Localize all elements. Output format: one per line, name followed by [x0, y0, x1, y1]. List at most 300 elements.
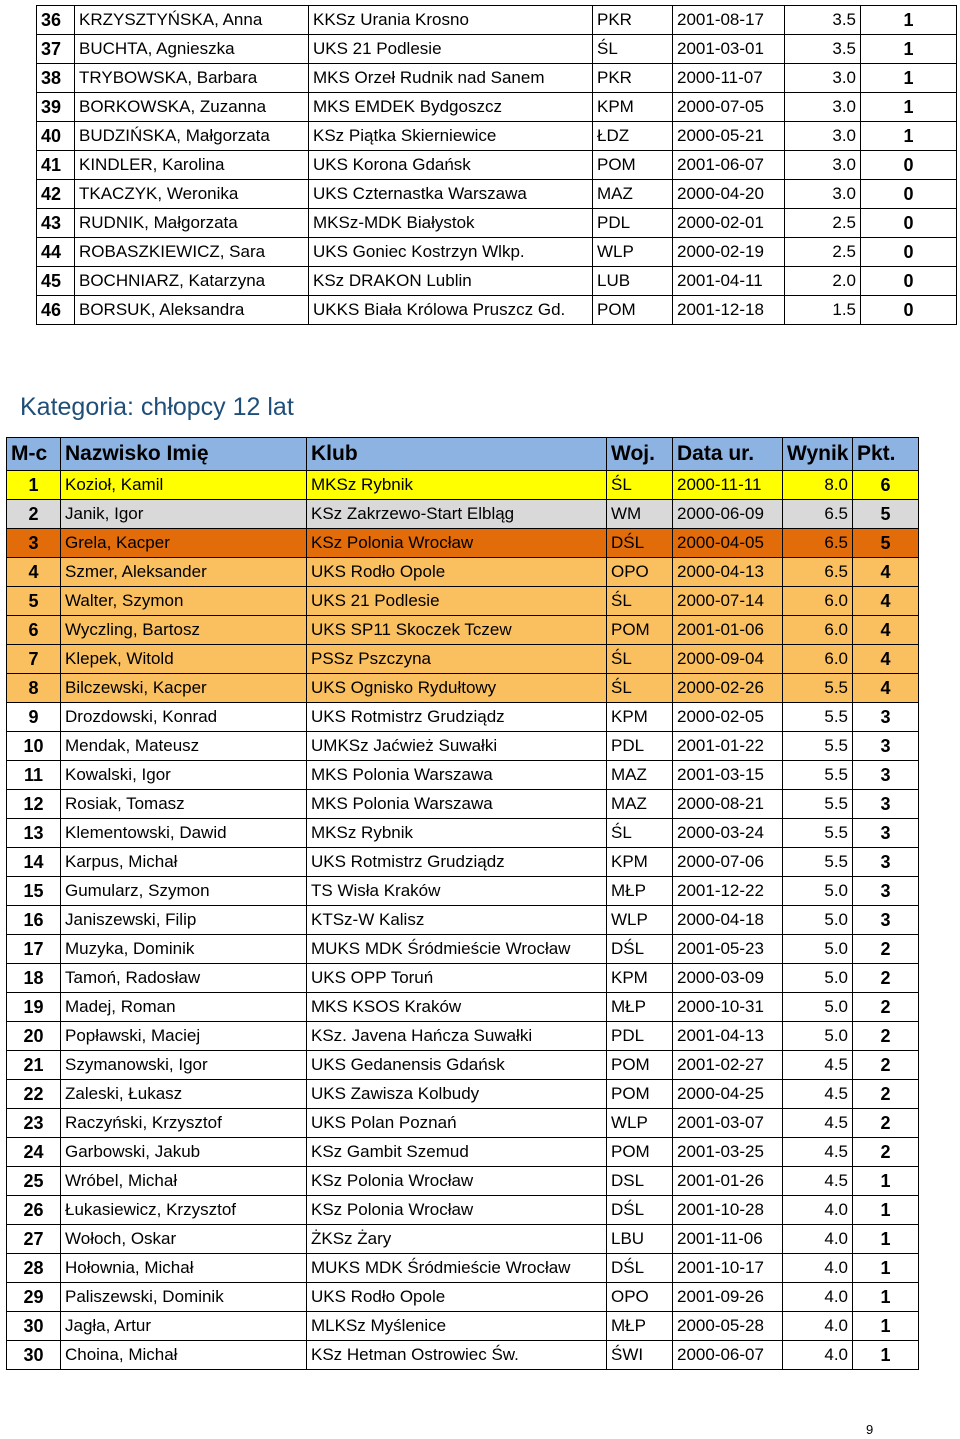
cell-name: Wyczling, Bartosz: [61, 616, 307, 645]
cell-voivodeship: KPM: [593, 93, 673, 122]
table-row: [7, 848, 919, 877]
cell-club: UKS Czternastka Warszawa: [309, 180, 593, 209]
cell-voivodeship: MŁP: [607, 993, 673, 1022]
cell-voivodeship: POM: [607, 1051, 673, 1080]
cell-name: Kozioł, Kamil: [61, 471, 307, 500]
cell-points: 0: [861, 180, 957, 209]
cell-voivodeship: MAZ: [607, 761, 673, 790]
cell-voivodeship: PDL: [607, 1022, 673, 1051]
cell-voivodeship: POM: [593, 151, 673, 180]
cell-club: UKS SP11 Skoczek Tczew: [307, 616, 607, 645]
cell-points: 5: [853, 500, 919, 529]
cell-voivodeship: WLP: [593, 238, 673, 267]
table-row: [7, 1167, 919, 1196]
table-row: [7, 1225, 919, 1254]
cell-birth-date: 2000-06-07: [673, 1341, 783, 1370]
cell-birth-date: 2000-04-18: [673, 906, 783, 935]
cell-voivodeship: ŚL: [607, 645, 673, 674]
cell-name: Mendak, Mateusz: [61, 732, 307, 761]
table-row: [37, 6, 957, 35]
cell-points: 3: [853, 848, 919, 877]
cell-birth-date: 2000-02-05: [673, 703, 783, 732]
cell-place: 36: [37, 6, 75, 35]
cell-name: Bilczewski, Kacper: [61, 674, 307, 703]
cell-place: 19: [7, 993, 61, 1022]
cell-name: RUDNIK, Małgorzata: [75, 209, 309, 238]
table-row: [7, 935, 919, 964]
cell-place: 14: [7, 848, 61, 877]
cell-result: 5.0: [783, 877, 853, 906]
cell-place: 45: [37, 267, 75, 296]
cell-result: 4.0: [783, 1312, 853, 1341]
cell-points: 0: [861, 209, 957, 238]
cell-voivodeship: DŚL: [607, 1196, 673, 1225]
cell-place: 42: [37, 180, 75, 209]
cell-club: UKKS Biała Królowa Pruszcz Gd.: [309, 296, 593, 325]
cell-result: 2.5: [785, 238, 861, 267]
cell-name: Szmer, Aleksander: [61, 558, 307, 587]
cell-points: 4: [853, 674, 919, 703]
cell-birth-date: 2001-05-23: [673, 935, 783, 964]
table-row: [7, 877, 919, 906]
cell-voivodeship: POM: [593, 296, 673, 325]
cell-result: 3.0: [785, 151, 861, 180]
cell-birth-date: 2000-02-26: [673, 674, 783, 703]
cell-name: Kowalski, Igor: [61, 761, 307, 790]
cell-voivodeship: KPM: [607, 848, 673, 877]
cell-club: KSz Hetman Ostrowiec Św.: [307, 1341, 607, 1370]
cell-club: UKS Gedanensis Gdańsk: [307, 1051, 607, 1080]
cell-place: 21: [7, 1051, 61, 1080]
category-title: Kategoria: chłopcy 12 lat: [20, 393, 294, 421]
cell-points: 0: [861, 296, 957, 325]
cell-result: 3.0: [785, 93, 861, 122]
cell-name: Paliszewski, Dominik: [61, 1283, 307, 1312]
cell-result: 4.0: [783, 1196, 853, 1225]
cell-points: 3: [853, 877, 919, 906]
cell-voivodeship: ŚL: [607, 819, 673, 848]
cell-points: 0: [861, 238, 957, 267]
header-voivodeship: Woj.: [607, 438, 673, 471]
cell-points: 3: [853, 819, 919, 848]
cell-points: 4: [853, 587, 919, 616]
cell-place: 13: [7, 819, 61, 848]
cell-place: 29: [7, 1283, 61, 1312]
cell-club: UKS Goniec Kostrzyn Wlkp.: [309, 238, 593, 267]
cell-result: 5.0: [783, 906, 853, 935]
header-name: Nazwisko Imię: [61, 438, 307, 471]
cell-result: 3.5: [785, 6, 861, 35]
cell-result: 6.0: [783, 616, 853, 645]
cell-voivodeship: POM: [607, 616, 673, 645]
cell-voivodeship: ŚWI: [607, 1341, 673, 1370]
table-row: [7, 645, 919, 674]
table-row: [7, 790, 919, 819]
cell-place: 43: [37, 209, 75, 238]
cell-result: 5.5: [783, 732, 853, 761]
cell-place: 2: [7, 500, 61, 529]
cell-points: 4: [853, 645, 919, 674]
cell-place: 37: [37, 35, 75, 64]
table-row: [7, 906, 919, 935]
cell-points: 1: [861, 93, 957, 122]
cell-club: MKS KSOS Kraków: [307, 993, 607, 1022]
cell-club: KTSz-W Kalisz: [307, 906, 607, 935]
table-row: [7, 500, 919, 529]
table-row: [7, 761, 919, 790]
cell-club: ŻKSz Żary: [307, 1225, 607, 1254]
table-row: [37, 180, 957, 209]
cell-name: Rosiak, Tomasz: [61, 790, 307, 819]
cell-result: 4.0: [783, 1341, 853, 1370]
cell-birth-date: 2000-09-04: [673, 645, 783, 674]
cell-club: MKS Polonia Warszawa: [307, 761, 607, 790]
cell-name: Grela, Kacper: [61, 529, 307, 558]
cell-result: 6.0: [783, 645, 853, 674]
cell-club: UKS Korona Gdańsk: [309, 151, 593, 180]
cell-voivodeship: LUB: [593, 267, 673, 296]
cell-club: MUKS MDK Śródmieście Wrocław: [307, 1254, 607, 1283]
cell-birth-date: 2001-08-17: [673, 6, 785, 35]
cell-birth-date: 2001-01-22: [673, 732, 783, 761]
cell-voivodeship: PDL: [593, 209, 673, 238]
cell-place: 7: [7, 645, 61, 674]
cell-club: MKS Orzeł Rudnik nad Sanem: [309, 64, 593, 93]
table-row: [7, 819, 919, 848]
cell-birth-date: 2001-10-17: [673, 1254, 783, 1283]
cell-birth-date: 2001-04-11: [673, 267, 785, 296]
cell-club: UKS OPP Toruń: [307, 964, 607, 993]
cell-club: UKS 21 Podlesie: [307, 587, 607, 616]
cell-place: 4: [7, 558, 61, 587]
cell-points: 2: [853, 1109, 919, 1138]
cell-points: 4: [853, 616, 919, 645]
cell-points: 1: [861, 64, 957, 93]
cell-club: MKSz-MDK Białystok: [309, 209, 593, 238]
cell-voivodeship: DŚL: [607, 1254, 673, 1283]
cell-birth-date: 2000-02-01: [673, 209, 785, 238]
cell-voivodeship: WLP: [607, 1109, 673, 1138]
cell-points: 1: [861, 122, 957, 151]
cell-birth-date: 2000-04-05: [673, 529, 783, 558]
table-row: [7, 1051, 919, 1080]
cell-club: MKS Polonia Warszawa: [307, 790, 607, 819]
cell-voivodeship: ŁDZ: [593, 122, 673, 151]
cell-club: UMKSz Jaćwież Suwałki: [307, 732, 607, 761]
cell-voivodeship: ŚL: [607, 587, 673, 616]
cell-name: Muzyka, Dominik: [61, 935, 307, 964]
cell-birth-date: 2001-03-01: [673, 35, 785, 64]
cell-place: 12: [7, 790, 61, 819]
cell-voivodeship: KPM: [607, 964, 673, 993]
cell-result: 5.5: [783, 848, 853, 877]
cell-result: 5.5: [783, 819, 853, 848]
cell-club: UKS Rodło Opole: [307, 1283, 607, 1312]
table-row: [37, 64, 957, 93]
cell-result: 3.5: [785, 35, 861, 64]
cell-name: Jagła, Artur: [61, 1312, 307, 1341]
cell-birth-date: 2001-03-07: [673, 1109, 783, 1138]
cell-voivodeship: DŚL: [607, 935, 673, 964]
cell-name: Garbowski, Jakub: [61, 1138, 307, 1167]
cell-result: 5.5: [783, 674, 853, 703]
cell-name: Tamoń, Radosław: [61, 964, 307, 993]
cell-points: 2: [853, 935, 919, 964]
cell-voivodeship: MŁP: [607, 1312, 673, 1341]
table-header-row: [7, 438, 919, 471]
cell-birth-date: 2001-12-18: [673, 296, 785, 325]
cell-club: KKSz Urania Krosno: [309, 6, 593, 35]
cell-voivodeship: LBU: [607, 1225, 673, 1254]
cell-place: 1: [7, 471, 61, 500]
header-points: Pkt.: [853, 438, 919, 471]
cell-points: 2: [853, 1080, 919, 1109]
cell-place: 22: [7, 1080, 61, 1109]
cell-result: 8.0: [783, 471, 853, 500]
table-row: [7, 1341, 919, 1370]
cell-name: KINDLER, Karolina: [75, 151, 309, 180]
cell-result: 4.0: [783, 1254, 853, 1283]
cell-name: Popławski, Maciej: [61, 1022, 307, 1051]
cell-points: 3: [853, 703, 919, 732]
cell-voivodeship: PDL: [607, 732, 673, 761]
table-row: [7, 993, 919, 1022]
table-row: [7, 1312, 919, 1341]
cell-result: 3.0: [785, 64, 861, 93]
header-club: Klub: [307, 438, 607, 471]
cell-result: 5.0: [783, 935, 853, 964]
cell-name: Szymanowski, Igor: [61, 1051, 307, 1080]
table-row: [7, 616, 919, 645]
cell-points: 2: [853, 1138, 919, 1167]
header-place: M-c: [7, 438, 61, 471]
cell-birth-date: 2000-05-21: [673, 122, 785, 151]
cell-club: KSz Polonia Wrocław: [307, 1167, 607, 1196]
cell-birth-date: 2001-03-15: [673, 761, 783, 790]
cell-birth-date: 2001-09-26: [673, 1283, 783, 1312]
cell-birth-date: 2001-02-27: [673, 1051, 783, 1080]
cell-voivodeship: MŁP: [607, 877, 673, 906]
cell-place: 20: [7, 1022, 61, 1051]
cell-club: KSz Gambit Szemud: [307, 1138, 607, 1167]
header-birth-date: Data ur.: [673, 438, 783, 471]
cell-name: BOCHNIARZ, Katarzyna: [75, 267, 309, 296]
cell-club: PSSz Pszczyna: [307, 645, 607, 674]
cell-place: 18: [7, 964, 61, 993]
cell-name: BORKOWSKA, Zuzanna: [75, 93, 309, 122]
table-row: [37, 209, 957, 238]
cell-name: Drozdowski, Konrad: [61, 703, 307, 732]
cell-result: 4.0: [783, 1225, 853, 1254]
cell-club: TS Wisła Kraków: [307, 877, 607, 906]
cell-birth-date: 2000-03-24: [673, 819, 783, 848]
cell-name: Madej, Roman: [61, 993, 307, 1022]
cell-club: MKSz Rybnik: [307, 471, 607, 500]
cell-club: UKS Rotmistrz Grudziądz: [307, 703, 607, 732]
table-row: [7, 587, 919, 616]
cell-club: MKS EMDEK Bydgoszcz: [309, 93, 593, 122]
cell-place: 26: [7, 1196, 61, 1225]
cell-name: Raczyński, Krzysztof: [61, 1109, 307, 1138]
cell-name: ROBASZKIEWICZ, Sara: [75, 238, 309, 267]
cell-points: 0: [861, 151, 957, 180]
cell-place: 6: [7, 616, 61, 645]
cell-result: 6.5: [783, 500, 853, 529]
cell-points: 2: [853, 1022, 919, 1051]
cell-name: KRZYSZTYŃSKA, Anna: [75, 6, 309, 35]
cell-result: 5.0: [783, 964, 853, 993]
table-row: [37, 35, 957, 64]
cell-club: UKS Rotmistrz Grudziądz: [307, 848, 607, 877]
cell-place: 40: [37, 122, 75, 151]
cell-result: 5.5: [783, 703, 853, 732]
cell-place: 28: [7, 1254, 61, 1283]
cell-birth-date: 2000-11-11: [673, 471, 783, 500]
cell-voivodeship: WLP: [607, 906, 673, 935]
cell-birth-date: 2000-04-25: [673, 1080, 783, 1109]
cell-points: 1: [853, 1341, 919, 1370]
cell-name: Gumularz, Szymon: [61, 877, 307, 906]
cell-place: 17: [7, 935, 61, 964]
cell-points: 3: [853, 732, 919, 761]
cell-place: 24: [7, 1138, 61, 1167]
cell-voivodeship: DSL: [607, 1167, 673, 1196]
cell-points: 2: [853, 964, 919, 993]
cell-points: 6: [853, 471, 919, 500]
cell-club: UKS Ognisko Rydułtowy: [307, 674, 607, 703]
cell-name: Klementowski, Dawid: [61, 819, 307, 848]
cell-result: 2.5: [785, 209, 861, 238]
cell-birth-date: 2000-03-09: [673, 964, 783, 993]
table-row: [7, 1283, 919, 1312]
cell-place: 16: [7, 906, 61, 935]
previous-category-results-table: [36, 5, 957, 325]
cell-result: 4.5: [783, 1080, 853, 1109]
cell-name: Janik, Igor: [61, 500, 307, 529]
cell-points: 2: [853, 1051, 919, 1080]
cell-club: KSz DRAKON Lublin: [309, 267, 593, 296]
table-row: [7, 1080, 919, 1109]
cell-result: 6.0: [783, 587, 853, 616]
cell-name: Hołownia, Michał: [61, 1254, 307, 1283]
cell-points: 3: [853, 761, 919, 790]
table-row: [7, 1254, 919, 1283]
cell-result: 5.5: [783, 761, 853, 790]
table-row: [7, 1138, 919, 1167]
cell-birth-date: 2000-08-21: [673, 790, 783, 819]
cell-club: UKS 21 Podlesie: [309, 35, 593, 64]
cell-birth-date: 2001-12-22: [673, 877, 783, 906]
cell-name: BUCHTA, Agnieszka: [75, 35, 309, 64]
cell-points: 1: [861, 6, 957, 35]
cell-club: KSz Piątka Skierniewice: [309, 122, 593, 151]
cell-birth-date: 2000-07-14: [673, 587, 783, 616]
cell-name: Łukasiewicz, Krzysztof: [61, 1196, 307, 1225]
cell-points: 2: [853, 993, 919, 1022]
cell-name: Zaleski, Łukasz: [61, 1080, 307, 1109]
cell-name: BORSUK, Aleksandra: [75, 296, 309, 325]
cell-voivodeship: ŚL: [607, 674, 673, 703]
cell-place: 3: [7, 529, 61, 558]
cell-birth-date: 2000-04-20: [673, 180, 785, 209]
cell-points: 0: [861, 267, 957, 296]
cell-club: MLKSz Myślenice: [307, 1312, 607, 1341]
cell-birth-date: 2001-04-13: [673, 1022, 783, 1051]
cell-club: UKS Zawisza Kolbudy: [307, 1080, 607, 1109]
cell-birth-date: 2001-06-07: [673, 151, 785, 180]
table-row: [37, 238, 957, 267]
cell-result: 1.5: [785, 296, 861, 325]
cell-place: 41: [37, 151, 75, 180]
cell-result: 5.5: [783, 790, 853, 819]
cell-name: Janiszewski, Filip: [61, 906, 307, 935]
cell-club: UKS Rodło Opole: [307, 558, 607, 587]
cell-name: TRYBOWSKA, Barbara: [75, 64, 309, 93]
cell-points: 1: [861, 35, 957, 64]
table-row: [7, 558, 919, 587]
cell-voivodeship: MAZ: [607, 790, 673, 819]
cell-birth-date: 2001-10-28: [673, 1196, 783, 1225]
table-row: [37, 296, 957, 325]
cell-points: 1: [853, 1283, 919, 1312]
table-row: [37, 93, 957, 122]
cell-voivodeship: KPM: [607, 703, 673, 732]
cell-points: 1: [853, 1312, 919, 1341]
cell-voivodeship: WM: [607, 500, 673, 529]
cell-result: 5.0: [783, 993, 853, 1022]
cell-place: 25: [7, 1167, 61, 1196]
cell-name: Wróbel, Michał: [61, 1167, 307, 1196]
cell-voivodeship: ŚL: [607, 471, 673, 500]
cell-name: TKACZYK, Weronika: [75, 180, 309, 209]
cell-voivodeship: DŚL: [607, 529, 673, 558]
cell-place: 15: [7, 877, 61, 906]
cell-result: 6.5: [783, 529, 853, 558]
cell-voivodeship: OPO: [607, 1283, 673, 1312]
cell-birth-date: 2001-03-25: [673, 1138, 783, 1167]
cell-voivodeship: PKR: [593, 64, 673, 93]
cell-club: MKSz Rybnik: [307, 819, 607, 848]
cell-place: 38: [37, 64, 75, 93]
cell-result: 4.5: [783, 1167, 853, 1196]
cell-voivodeship: POM: [607, 1080, 673, 1109]
cell-place: 39: [37, 93, 75, 122]
table-row: [7, 732, 919, 761]
cell-result: 2.0: [785, 267, 861, 296]
cell-place: 27: [7, 1225, 61, 1254]
cell-result: 4.5: [783, 1051, 853, 1080]
cell-place: 44: [37, 238, 75, 267]
cell-club: KSz. Javena Hańcza Suwałki: [307, 1022, 607, 1051]
cell-place: 9: [7, 703, 61, 732]
cell-club: KSz Polonia Wrocław: [307, 529, 607, 558]
table-row: [37, 267, 957, 296]
cell-result: 6.5: [783, 558, 853, 587]
cell-name: BUDZIŃSKA, Małgorzata: [75, 122, 309, 151]
cell-points: 1: [853, 1225, 919, 1254]
table-row: [37, 151, 957, 180]
header-result: Wynik: [783, 438, 853, 471]
cell-name: Walter, Szymon: [61, 587, 307, 616]
cell-birth-date: 2000-02-19: [673, 238, 785, 267]
cell-birth-date: 2000-07-05: [673, 93, 785, 122]
cell-place: 5: [7, 587, 61, 616]
cell-points: 1: [853, 1254, 919, 1283]
cell-birth-date: 2000-06-09: [673, 500, 783, 529]
cell-voivodeship: MAZ: [593, 180, 673, 209]
cell-place: 23: [7, 1109, 61, 1138]
table-row: [7, 674, 919, 703]
